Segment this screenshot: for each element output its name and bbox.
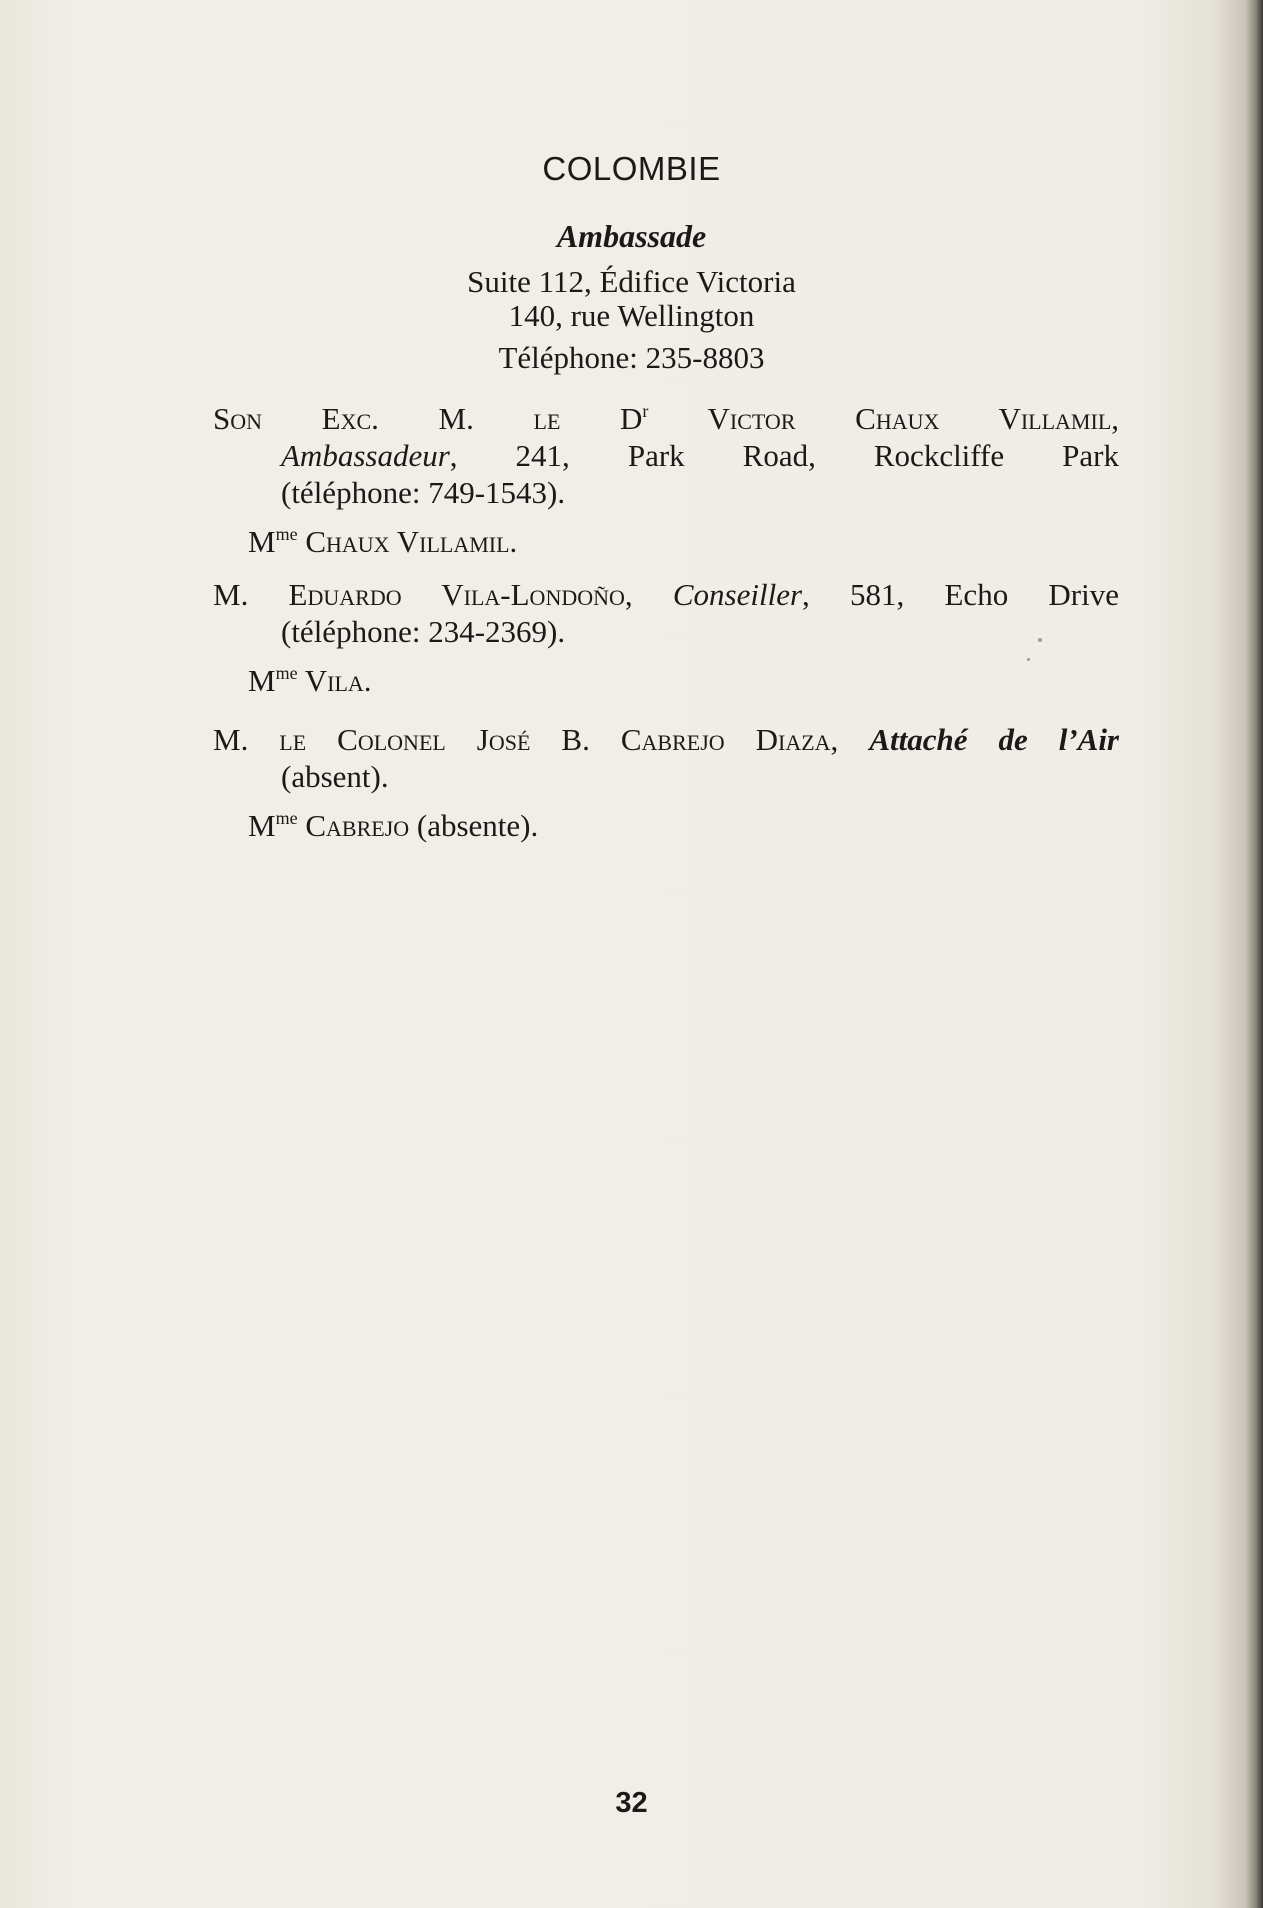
spouse-line [213,662,1119,699]
spouse-line [213,523,1119,560]
spouse-name: Chaux Villamil. [297,524,518,559]
spouse-name: Cabrejo [297,808,410,843]
telephone-line: Téléphone: 235-8803 [498,340,765,375]
job-title: Conseiller [672,577,803,612]
embassy-subheading: Ambassade [556,218,707,254]
address-line-2: 140, rue Wellington [508,298,755,333]
name-prefix: M. [213,577,289,612]
superscript: me [275,808,298,828]
address-line-1: Suite 112, Édifice Victoria [467,264,796,299]
entry-phone: (téléphone: 749-1543). [281,475,566,510]
spouse-status: (absente). [409,808,539,843]
entry-line [213,576,1119,613]
entry-line [213,437,1119,474]
address-text: , 241, Park Road, Rockcliffe Park [449,438,1119,473]
person-name: M. le Colonel José B. Cabrejo Diaza, [213,722,839,757]
person-name: Victor Chaux Villamil, [648,401,1120,436]
status-text: (absent). [281,759,389,794]
spouse-prefix: M [248,808,276,843]
superscript: r [642,401,649,421]
name-prefix: Son Exc. M. le D [213,401,643,436]
country-heading: COLOMBIE [542,150,721,187]
person-name: Eduardo Vila-Londoño [288,577,625,612]
spouse-prefix: M [248,663,276,698]
spouse-line [213,807,1119,844]
superscript: me [275,524,298,544]
entry-ambassador [213,400,1119,560]
entry-air-attache [213,721,1119,844]
separator: , [624,577,673,612]
superscript: me [275,663,298,683]
paper-speck [1027,658,1030,661]
job-title: Ambassadeur [281,438,450,473]
address-text: , 581, Echo Drive [802,577,1119,612]
spouse-prefix: M [248,524,276,559]
entry-line [213,721,1119,758]
job-title: Attaché de l’Air [869,722,1119,757]
entry-line [213,400,1119,437]
entry-counsellor [213,576,1119,699]
spouse-name: Vila. [297,663,372,698]
page-number: 32 [615,1787,648,1819]
entry-phone: (téléphone: 234-2369). [281,614,566,649]
paper-speck [1038,638,1042,642]
